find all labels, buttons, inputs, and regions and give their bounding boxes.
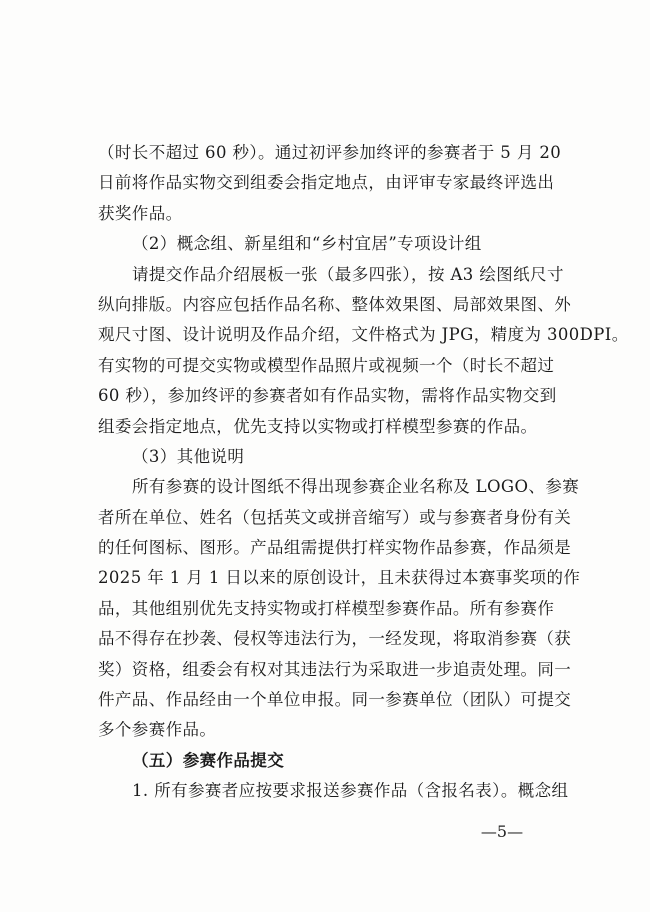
section-heading: （五）参赛作品提交 <box>132 750 285 770</box>
paragraph-line: （时长不超过 60 秒）。通过初评参加终评的参赛者于 5 月 20 <box>98 143 562 162</box>
document-body <box>98 138 629 807</box>
paragraph-line: 日前将作品实物交到组委会指定地点，由评审专家最终评选出 <box>98 173 555 193</box>
paragraph-line: 奖）资格，组委会有权对其违法行为采取进一步追责处理。同一 <box>98 659 572 679</box>
paragraph-line: 所有参赛的设计图纸不得出现参赛企业名称及 LOGO、参赛 <box>132 477 580 497</box>
paragraph-line: 2025 年 1 月 1 日以来的原创设计，且未获得过本赛事奖项的作 <box>98 568 581 588</box>
paragraph-line: 组委会指定地点，优先支持以实物或打样模型参赛的作品。 <box>98 416 538 436</box>
paragraph-line: 60 秒），参加终评的参赛者如有作品实物，需将作品实物交到 <box>98 386 557 406</box>
paragraph-line: 请提交作品介绍展板一张（最多四张），按 A3 绘图纸尺寸 <box>132 264 564 284</box>
paragraph-line: 获奖作品。 <box>98 203 183 223</box>
paragraph-line: 件产品、作品经由一个单位申报。同一参赛单位（团队）可提交 <box>98 690 572 710</box>
paragraph-line: 者所在单位、姓名（包括英文或拼音缩写）或与参赛者身份有关 <box>98 507 572 527</box>
subsection-heading: （2）概念组、新星组和“乡村宜居”专项设计组 <box>132 234 482 254</box>
paragraph-line: 纵向排版。内容应包括作品名称、整体效果图、局部效果图、外 <box>98 294 572 314</box>
subsection-heading: （3）其他说明 <box>132 446 245 466</box>
paragraph-line: 品不得存在抄袭、侵权等违法行为，一经发现，将取消参赛（获 <box>98 629 572 649</box>
paragraph-line: 品，其他组别优先支持实物或打样模型参赛作品。所有参赛作 <box>98 598 555 618</box>
paragraph-line: 有实物的可提交实物或模型作品照片或视频一个（时长不超过 <box>98 355 555 375</box>
paragraph-line: 1. 所有参赛者应按要求报送参赛作品（含报名表）。概念组 <box>132 781 569 801</box>
paragraph-line: 观尺寸图、设计说明及作品介绍，文件格式为 JPG，精度为 300DPI。 <box>98 325 629 345</box>
paragraph-line: 多个参赛作品。 <box>98 720 217 740</box>
page-number: —5— <box>480 822 524 841</box>
paragraph-line: 的任何图标、图形。产品组需提供打样实物作品参赛，作品须是 <box>98 538 572 558</box>
